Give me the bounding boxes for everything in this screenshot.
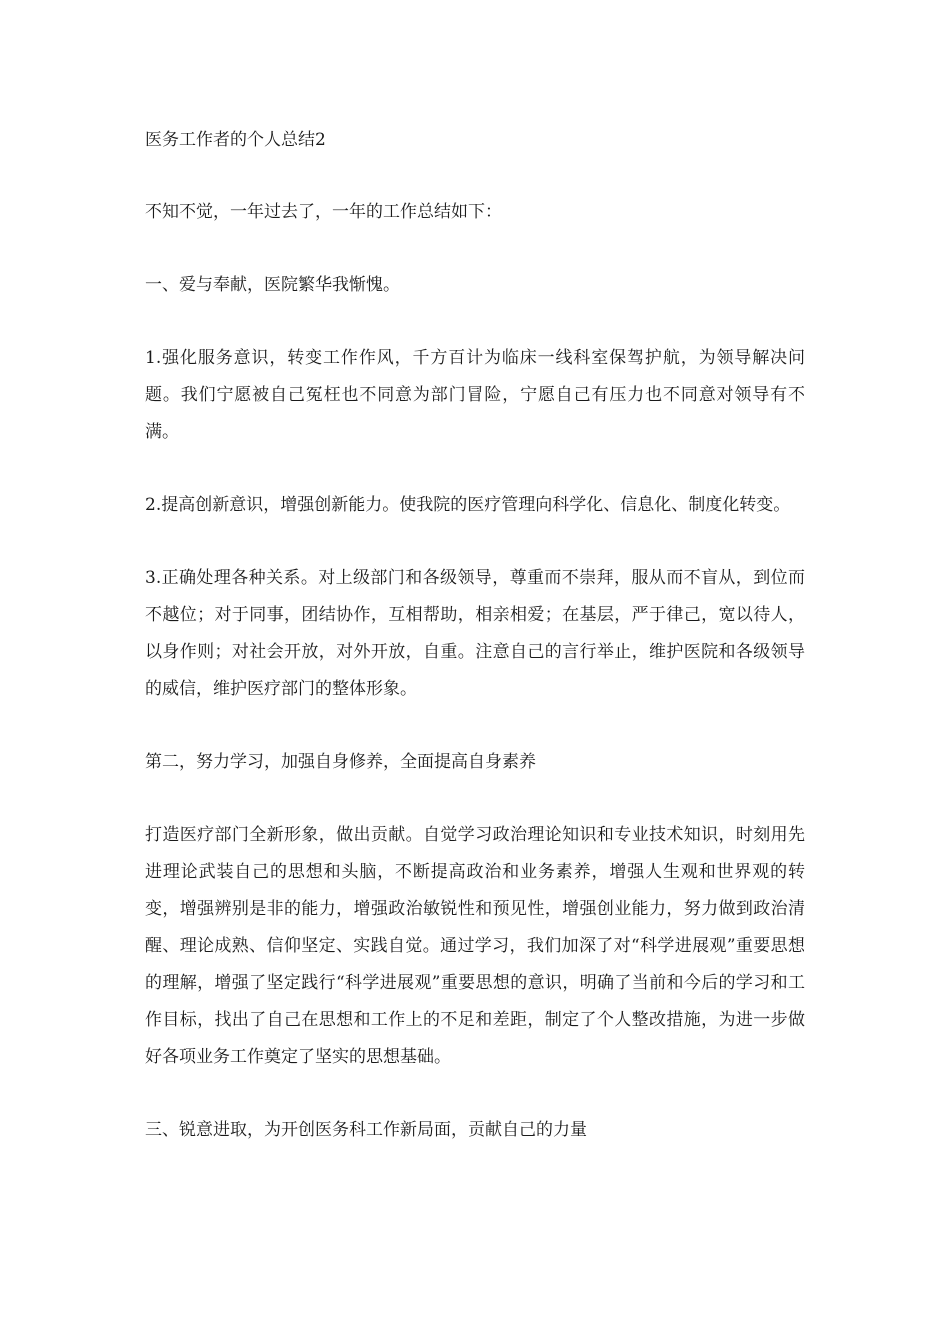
section-heading-three: 三、锐意进取，为开创医务科工作新局面，贡献自己的力量 [145,1120,587,1140]
paragraph-item-2: 2.提高创新意识，增强创新能力。使我院的医疗管理向科学化、信息化、制度化转变。 [145,495,791,515]
paragraph-item-1: 1.强化服务意识，转变工作作风，千方百计为临床一线科室保驾护航，为领导解决问题。我们宁愿被自己冤枉也不同意为部门冒险，宁愿自己有压力也不同意对领导有不满。 [145,348,805,442]
paragraph-intro: 不知不觉，一年过去了，一年的工作总结如下： [145,202,502,222]
document-title: 医务工作者的个人总结2 [145,130,326,150]
section-heading-one: 一、爱与奉献，医院繁华我惭愧。 [145,275,400,295]
paragraph-study: 打造医疗部门全新形象，做出贡献。自觉学习政治理论知识和专业技术知识，时刻用先进理论武装自己的思想和头脑，不断提高政治和业务素养，增强人生观和世界观的转变，增强辨别是非的能力，增强政治敏锐性和预见性，增强创业能力，努力做到政治清醒、理论成熟、信仰坚定、实践自觉。通过学习，我们加深了对“科学进展观”重要思想的理解，增强了坚定践行“科学进展观”重要思想的意识，明确了当前和今后的学习和工作目标，找出了自己在思想和工作上的不足和差距，制定了个人整改措施，为进一步做好各项业务工作奠定了坚实的思想基础。 [145,825,805,1067]
document-body [145,122,805,1185]
paragraph-item-3: 3.正确处理各种关系。对上级部门和各级领导，尊重而不崇拜，服从而不盲从，到位而不越位；对于同事，团结协作，互相帮助，相亲相爱；在基层，严于律己，宽以待人，以身作则；对社会开放，对外开放，自重。注意自己的言行举止，维护医院和各级领导的威信，维护医疗部门的整体形象。 [145,568,805,699]
section-heading-two: 第二，努力学习，加强自身修养，全面提高自身素养 [145,752,536,772]
